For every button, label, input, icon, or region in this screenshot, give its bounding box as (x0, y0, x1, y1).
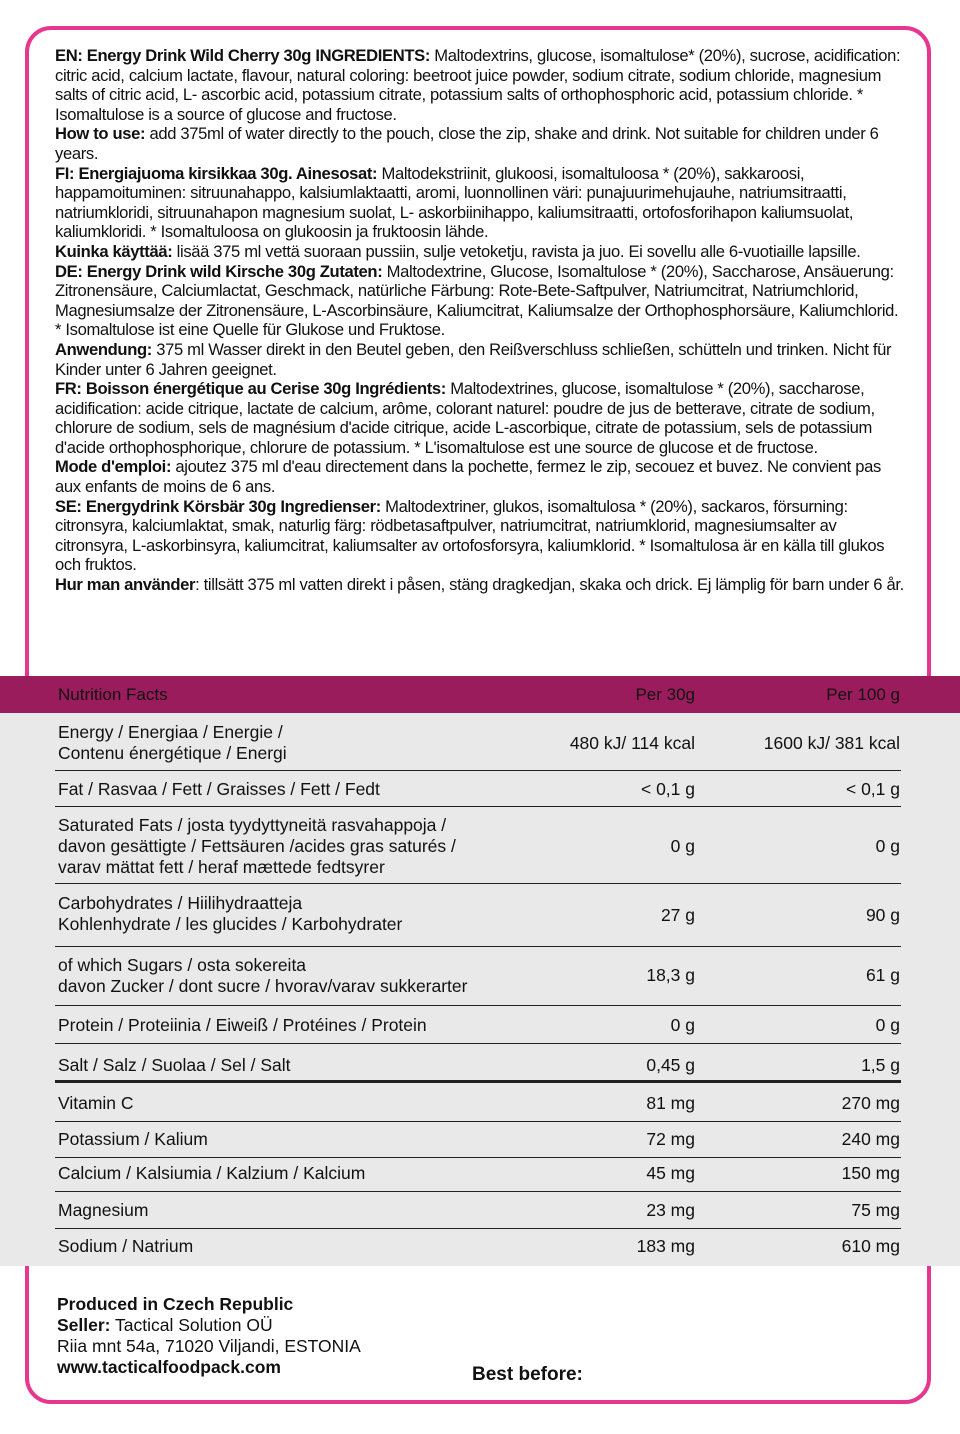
value-per-100g: 61 g (865, 965, 900, 985)
ingredients-de (55, 262, 905, 340)
value-per-30g: 27 g (660, 905, 695, 925)
website: www.tacticalfoodpack.com (57, 1357, 281, 1377)
row-label: Salt / Salz / Suolaa / Sel / Salt (58, 1055, 291, 1075)
usage-fi-body: lisää 375 ml vettä suoraan pussiin, sulje vetoketju, ravista ja juo. Ei sovellu alle 6-vuotiaille lapsille. (172, 241, 861, 261)
ingredients-fr (55, 379, 905, 457)
usage-de-body: 375 ml Wasser direkt in den Beutel geben, den Reißverschluss schließen, schütteln und trinken. Nicht für Kinder unter 6 Jahren geeignet. (55, 339, 892, 379)
usage-en (55, 124, 905, 163)
seller-address: Riia mnt 54a, 71020 Viljandi, ESTONIA (57, 1336, 361, 1356)
ingredients-fi (55, 164, 905, 242)
column-header-per-30g: Per 30g (635, 685, 695, 704)
value-per-30g: 480 kJ/ 114 kcal (569, 733, 695, 753)
nutrition-header (0, 676, 960, 713)
value-per-30g: < 0,1 g (640, 779, 695, 799)
value-per-100g: < 0,1 g (845, 779, 900, 799)
ingredients-fr-heading: FR: Boisson énergétique au Cerise 30g Ingrédients: (55, 379, 446, 399)
row-divider (55, 1121, 901, 1122)
row-label: Protein / Proteiinia / Eiweiß / Protéines / Protein (58, 1015, 427, 1035)
row-label (58, 893, 402, 935)
ingredients-en-heading: EN: Energy Drink Wild Cherry 30g INGREDIENTS: (55, 46, 431, 65)
best-before-label: Best before: (472, 1364, 583, 1385)
value-per-100g: 270 mg (841, 1093, 900, 1113)
value-per-100g: 90 g (865, 905, 900, 925)
usage-en-body: add 375ml of water directly to the pouch, close the zip, shake and drink. Not suitable for children under 6 years. (55, 124, 879, 163)
row-divider (55, 806, 901, 807)
ingredients-fi-body: Maltodekstriinit, glukoosi, isomaltuloosa * (20%), sakkaroosi, happamoituminen: sitruunahappo, kalsiumlaktaatti, aromi, luonnollinen väri: punajuurimehujauhe, natriumsitraatti, natriumkloridi, sitruunahapon magnesium suolat, L- askorbiinihappo, kaliumsitraatti, ortofosforihapon kaliumsuolat, kaliumkloridi. * Isomaltuloosa on glukoosin ja fruktoosin lähde. (55, 163, 854, 242)
ingredients-fi-heading: FI: Energiajuoma kirsikkaa 30g. Ainesosat: (55, 163, 378, 183)
value-per-100g: 1600 kJ/ 381 kcal (763, 733, 900, 753)
usage-de (55, 340, 905, 379)
value-per-30g: 18,3 g (646, 965, 695, 985)
usage-fr-body: ajoutez 375 ml d'eau directement dans la pochette, fermez le zip, secouez et buvez. Ne convient pas aux enfants de moins de 6 ans. (55, 457, 881, 497)
row-label (58, 722, 287, 764)
ingredients-en (55, 46, 905, 124)
row-divider (55, 1157, 901, 1158)
row-label: Fat / Rasvaa / Fett / Graisses / Fett / Fedt (58, 779, 380, 799)
row-label (58, 955, 467, 997)
row-divider (55, 1043, 901, 1044)
ingredients-en-body: Maltodextrins, glucose, isomaltulose* (20%), sucrose, acidification: citric acid, calcium lactate, flavour, natural coloring: beetroot juice powder, sodium citrate, sodium chloride, magnesium salts of citric acid, L- ascorbic acid, potassium citrate, potassium salts of orthophosphoric acid, potassium chloride. * Isomaltulose is a source of glucose and fructose. (55, 46, 901, 124)
row-label-line: Kohlenhydrate / les glucides / Karbohydrater (58, 914, 403, 934)
row-label: Potassium / Kalium (58, 1129, 208, 1149)
row-label-line: varav mättat fett / heraf mættede fedtsyrer (58, 857, 385, 877)
row-label: Vitamin C (58, 1093, 134, 1113)
row-label (58, 815, 456, 878)
value-per-30g: 183 mg (636, 1236, 695, 1256)
ingredients-text (55, 46, 905, 595)
row-divider (55, 1228, 901, 1229)
value-per-30g: 0,45 g (646, 1055, 695, 1075)
producer-info (57, 1294, 361, 1378)
usage-fr-heading: Mode d'emploi: (55, 457, 172, 477)
ingredients-fr-body: Maltodextrines, glucose, isomaltulose * (20%), saccharose, acidification: acide citrique, lactate de calcium, arôme, colorant naturel: poudre de jus de betterave, citrate de sodium, chlorure de sodium, sels de magnésium d'acide citrique, acide L-ascorbique, citrate de potassium, sels de potassium d'acide orthophosphorique, chlorure de potassium. * L'isomaltulose est une source de glucose et de fructose. (55, 379, 875, 457)
produced-in: Produced in Czech Republic (57, 1294, 294, 1314)
row-divider (55, 770, 901, 771)
value-per-30g: 81 mg (646, 1093, 695, 1113)
row-divider (55, 946, 901, 947)
seller-name: Tactical Solution OÜ (110, 1315, 273, 1335)
row-label-line: davon gesättigte / Fettsäuren /acides gras saturés / (58, 836, 456, 856)
ingredients-se-body: Maltodextriner, glukos, isomaltulosa * (20%), sackaros, försurning: citronsyra, kalciumlaktat, smak, naturlig färg: rödbetasaftpulver, natriumcitrat, natriumklorid, magnesiumsalter av citronsyra, L-askorbinsyra, kaliumcitrat, kaliumsalter av ortofosforsyra, kaliumklorid. * Isomaltulosa är en källa till glukos och fruktos. (55, 496, 885, 575)
usage-se-body: : tillsätt 375 ml vatten direkt i påsen, stäng dragkedjan, skaka och drick. Ej lämplig för barn under 6 år. (195, 575, 904, 595)
value-per-30g: 72 mg (646, 1129, 695, 1149)
usage-fi-heading: Kuinka käyttää: (55, 241, 173, 261)
value-per-30g: 0 g (670, 1015, 695, 1035)
row-label-line: of which Sugars / osta sokereita (58, 955, 307, 975)
usage-fr (55, 457, 905, 496)
value-per-100g: 240 mg (841, 1129, 900, 1149)
usage-se (55, 575, 905, 595)
value-per-30g: 23 mg (646, 1200, 695, 1220)
value-per-100g: 1,5 g (861, 1055, 900, 1075)
row-divider (55, 883, 901, 884)
usage-fi (55, 242, 905, 262)
ingredients-de-body: Maltodextrine, Glucose, Isomaltulose * (20%), Saccharose, Ansäuerung: Zitronensäure, Calciumlactat, Geschmack, natürliche Färbung: Rote-Bete-Saftpulver, Natriumcitrat, Natriumchlorid, Magnesiumsalze der Zitronensäure, L-Ascorbinsäure, Kaliumcitrat, Kaliumsalze der Orthophosphorsäure, Kaliumchlorid. * Isomaltulose ist eine Quelle für Glukose und Fruktose. (55, 261, 899, 340)
ingredients-se (55, 497, 905, 575)
ingredients-de-heading: DE: Energy Drink wild Kirsche 30g Zutaten: (55, 261, 383, 281)
row-label: Magnesium (58, 1200, 149, 1220)
row-label-line: Energy / Energiaa / Energie / (58, 722, 283, 742)
section-divider (55, 1080, 901, 1083)
value-per-100g: 610 mg (841, 1236, 900, 1256)
value-per-30g: 0 g (670, 836, 695, 856)
usage-de-heading: Anwendung: (55, 339, 152, 359)
value-per-100g: 0 g (875, 836, 900, 856)
row-label: Sodium / Natrium (58, 1236, 194, 1256)
usage-se-heading: Hur man använder (55, 575, 196, 595)
row-label-line: davon Zucker / dont sucre / hvorav/varav sukkerarter (58, 976, 468, 996)
seller-label: Seller: (57, 1315, 111, 1335)
value-per-100g: 75 mg (851, 1200, 900, 1220)
column-header-per-100g: Per 100 g (826, 685, 900, 704)
nutrition-title: Nutrition Facts (58, 685, 168, 704)
value-per-100g: 0 g (875, 1015, 900, 1035)
row-label-line: Carbohydrates / Hiilihydraatteja (58, 893, 303, 913)
row-label: Calcium / Kalsiumia / Kalzium / Kalcium (58, 1163, 366, 1183)
value-per-30g: 45 mg (646, 1163, 695, 1183)
value-per-100g: 150 mg (841, 1163, 900, 1183)
ingredients-se-heading: SE: Energydrink Körsbär 30g Ingredienser: (55, 496, 381, 516)
row-divider (55, 1191, 901, 1192)
row-label-line: Contenu énergétique / Energi (58, 743, 287, 763)
usage-en-heading: How to use: (55, 124, 146, 144)
row-divider (55, 1005, 901, 1006)
row-label-line: Saturated Fats / josta tyydyttyneitä rasvahappoja / (58, 815, 447, 835)
